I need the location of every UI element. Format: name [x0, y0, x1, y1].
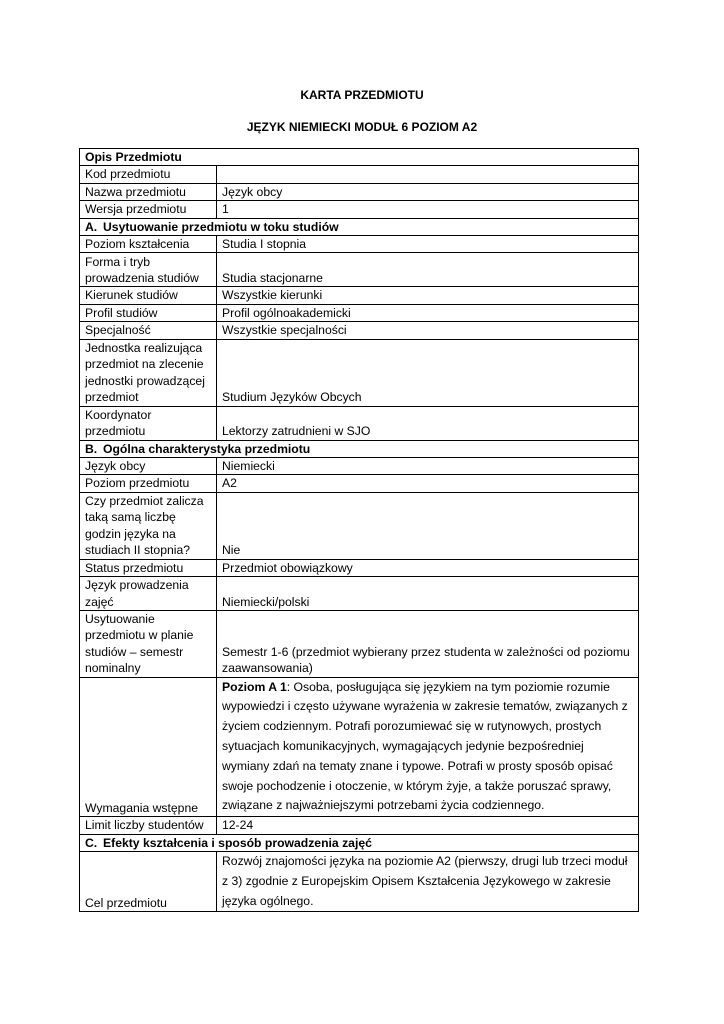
row-value: 12-24 [217, 817, 639, 834]
row-value: Wszystkie specjalności [217, 322, 639, 339]
row-value: Wszystkie kierunki [217, 287, 639, 304]
table-row [80, 458, 639, 475]
row-label: Jednostka realizująca przedmiot na zlecenie jednostki prowadzącej przedmiot [80, 339, 217, 406]
row-value: Semestr 1-6 (przedmiot wybierany przez studenta w zależności od poziomu zaawansowania) [217, 610, 639, 677]
row-value: A2 [217, 475, 639, 492]
row-label: Cel przedmiotu [80, 851, 217, 911]
section-c-heading [80, 834, 639, 851]
row-value: Nie [217, 492, 639, 559]
section-title: Ogólna charakterystyka przedmiotu [103, 441, 311, 456]
row-value: 1 [217, 201, 639, 218]
section-title: Usytuowanie przedmiotu w toku studiów [103, 219, 339, 234]
document-title: KARTA PRZEDMIOTU [300, 88, 424, 102]
row-label: Wersja przedmiotu [80, 201, 217, 218]
table-row [80, 492, 639, 559]
table-row [80, 475, 639, 492]
row-label: Kierunek studiów [80, 287, 217, 304]
row-label: Profil studiów [80, 304, 217, 321]
row-label: Forma i tryb prowadzenia studiów [80, 253, 217, 287]
row-value: Przedmiot obowiązkowy [217, 559, 639, 576]
row-label: Nazwa przedmiotu [80, 183, 217, 200]
row-value [217, 166, 639, 183]
table-row [80, 559, 639, 576]
requirements-text: : Osoba, posługująca się językiem na tym poziomie rozumie wypowiedzi i często używane wyrażenia w zakresie tematów, związanych z życiem codziennym. Potrafi porozumiewać się w rutynowych, prostych sytuacjach komunikacyjnych, wymagających jedynie bezpośredniej wymiany zdań na tematy znane i typowe. Potrafi w prosty sposób opisać swoje pochodzenie i otoczenie, w którym żyje, a także poruszać sprawy, związane z najważniejszymi potrzebami życia codziennego. [222, 679, 628, 813]
row-label: Poziom kształcenia [80, 236, 217, 253]
row-label: Specjalność [80, 322, 217, 339]
row-label: Usytuowanie przedmiotu w planie studiów – semestr nominalny [80, 610, 217, 677]
row-label: Kod przedmiotu [80, 166, 217, 183]
row-value: Lektorzy zatrudnieni w SJO [217, 406, 639, 440]
document-subtitle: JĘZYK NIEMIECKI MODUŁ 6 POZIOM A2 [246, 120, 478, 134]
row-label: Wymagania wstępne [80, 677, 217, 817]
table-row [80, 201, 639, 218]
row-label: Koordynator przedmiotu [80, 406, 217, 440]
row-value [217, 677, 639, 817]
table-row [80, 576, 639, 610]
table-row [80, 406, 639, 440]
row-value: Język obcy [217, 183, 639, 200]
row-value: Niemiecki [217, 458, 639, 475]
row-label: Czy przedmiot zalicza taką samą liczbę godzin języka na studiach II stopnia? [80, 492, 217, 559]
table-row [80, 817, 639, 834]
row-value: Studia stacjonarne [217, 253, 639, 287]
course-card-table [79, 148, 639, 912]
section-row [80, 834, 639, 851]
table-row [80, 166, 639, 183]
section-letter: C. [85, 835, 98, 850]
row-label: Status przedmiotu [80, 559, 217, 576]
table-row [80, 253, 639, 287]
row-label: Język obcy [80, 458, 217, 475]
section-row [80, 218, 639, 235]
table-row [80, 304, 639, 321]
row-label: Język prowadzenia zajęć [80, 576, 217, 610]
table-row [80, 677, 639, 817]
row-value: Studia I stopnia [217, 236, 639, 253]
table-row [80, 322, 639, 339]
table-row [80, 183, 639, 200]
row-label: Limit liczby studentów [80, 817, 217, 834]
table-row [80, 851, 639, 911]
level-label: Poziom A 1 [222, 679, 287, 694]
section-row [80, 440, 639, 457]
section-a-heading [80, 218, 639, 235]
row-value: Profil ogólnoakademicki [217, 304, 639, 321]
row-label: Poziom przedmiotu [80, 475, 217, 492]
section-b-heading [80, 440, 639, 457]
table-row [80, 149, 639, 166]
row-value: Studium Języków Obcych [217, 339, 639, 406]
section-letter: B. [85, 441, 98, 456]
table-row [80, 287, 639, 304]
section-letter: A. [85, 219, 98, 234]
table-row [80, 236, 639, 253]
row-value: Rozwój znajomości języka na poziomie A2 (pierwszy, drugi lub trzeci moduł z 3) zgodnie z Europejskim Opisem Kształcenia Językowego w zakresie języka ogólnego. [217, 851, 639, 911]
section-title: Efekty kształcenia i sposób prowadzenia zajęć [103, 835, 372, 850]
table-row [80, 610, 639, 677]
table-row [80, 339, 639, 406]
table-header: Opis Przedmiotu [80, 149, 639, 166]
row-value: Niemiecki/polski [217, 576, 639, 610]
